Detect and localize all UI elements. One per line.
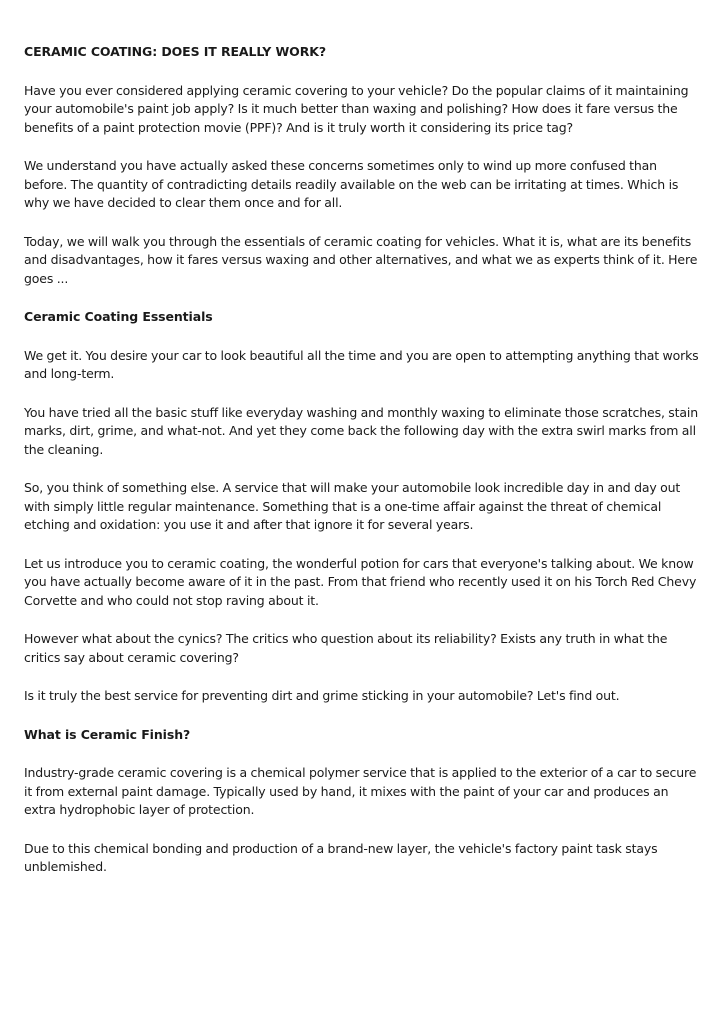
section-heading-essentials: Ceramic Coating Essentials	[24, 309, 213, 324]
intro-paragraph-1: Have you ever considered applying ceramic covering to your vehicle? Do the popular claims of it maintaining your automobile's paint job apply? Is it much better than waxing and polishing? How does it fare versus the benefits of a paint protection movie (PPF)? And is it truly worth it considering its price tag?	[24, 82, 689, 135]
essentials-paragraph-4: Let us introduce you to ceramic coating, the wonderful potion for cars that everyone's talking about. We know you have actually become aware of it in the past. From that friend who recently used it on his Torch Red Chevy Corvette and who could not stop raving about it.	[24, 555, 697, 608]
what-is-paragraph-2: Due to this chemical bonding and production of a brand-new layer, the vehicle's factory paint task stays unblemished.	[24, 840, 658, 874]
essentials-paragraph-1: We get it. You desire your car to look beautiful all the time and you are open to attempting anything that works and long-term.	[24, 347, 699, 381]
essentials-paragraph-2: You have tried all the basic stuff like everyday washing and monthly waxing to eliminate those scratches, stain marks, dirt, grime, and what-not. And yet they come back the following day with the extra swirl marks from all the cleaning.	[24, 404, 699, 457]
what-is-paragraph-1: Industry-grade ceramic covering is a chemical polymer service that is applied to the exterior of a car to secure it from external paint damage. Typically used by hand, it mixes with the paint of your car and produces an extra hydrophobic layer of protection.	[24, 765, 697, 817]
page-title: CERAMIC COATING: DOES IT REALLY WORK?	[24, 44, 326, 59]
essentials-paragraph-5: However what about the cynics? The critics who question about its reliability? Exists any truth in what the critics say about ceramic covering?	[24, 631, 668, 665]
intro-paragraph-3: Today, we will walk you through the essentials of ceramic coating for vehicles. What it is, what are its benefits and disadvantages, how it fares versus waxing and other alternatives, and what we as experts think of it. Here goes ...	[24, 233, 698, 286]
intro-paragraph-2: We understand you have actually asked these concerns sometimes only to wind up more confused than before. The quantity of contradicting details readily available on the web can be irritating at times. Which is why we have decided to clear them once and for all.	[24, 158, 679, 210]
document-page	[24, 43, 700, 877]
essentials-paragraph-6: Is it truly the best service for preventing dirt and grime sticking in your automobile? Let's find out.	[24, 688, 620, 703]
essentials-paragraph-3: So, you think of something else. A service that will make your automobile look incredible day in and day out with simply little regular maintenance. Something that is a one-time affair against the threat of chemical etching and oxidation: you use it and after that ignore it for several years.	[24, 480, 681, 532]
section-heading-what-is: What is Ceramic Finish?	[24, 726, 191, 742]
